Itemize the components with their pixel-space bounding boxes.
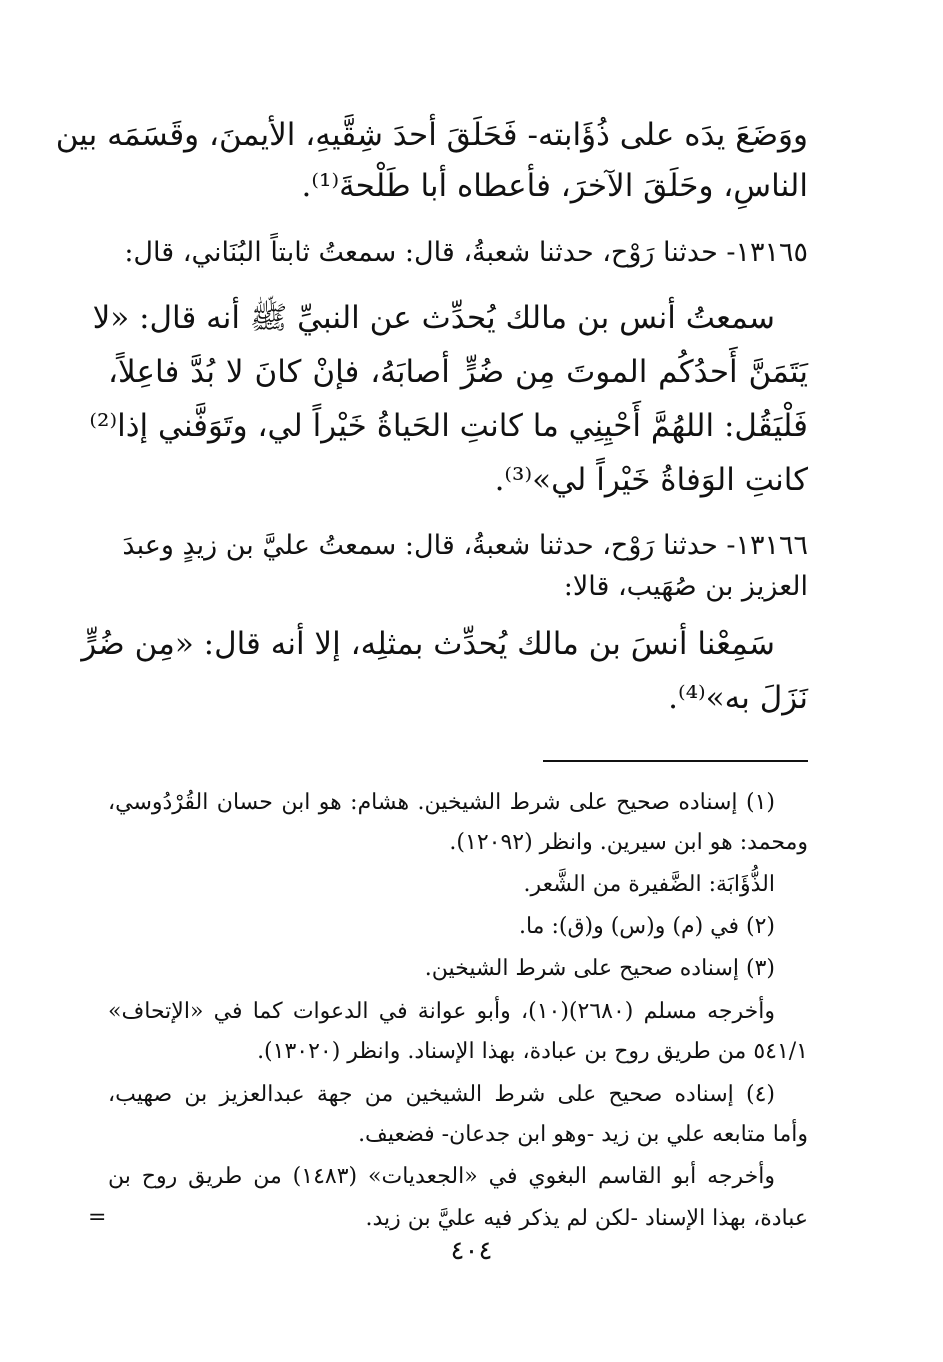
footnote-line: (٢) في (م) و(س) و(ق): ما. [518, 914, 775, 939]
footnote-separator [543, 760, 808, 762]
footnote-line: ومحمد: هو ابن سيرين. وانظر (١٢٠٩٢). [449, 830, 808, 855]
continuation-mark: = [88, 1205, 107, 1230]
main-text-line: ووَضَعَ يدَه على ذُؤَابته- فَحَلَقَ أحدَ شِقَّيهِ، الأيمنَ، وقَسَمَه بين [55, 117, 808, 153]
footnote-line: عبادة، بهذا الإسناد -لكن لم يذكر فيه عليَّ بن زيد. [365, 1206, 808, 1231]
footnote-line: وأخرجه أبو القاسم البغوي في «الجعديات» (١٤٨٣) من طريق روح بن [108, 1164, 776, 1189]
footnote-line: (٤) إسناده صحيح على شرط الشيخين من جهة عبدالعزيز بن صهيب، [108, 1082, 775, 1107]
footnote-line: (١) إسناده صحيح على شرط الشيخين. هشام: هو ابن حسان القُرْدُوسي، [108, 790, 775, 815]
main-text-line: يَتَمَنَّ أَحدُكُم الموتَ مِن ضُرٍّ أصابَهُ، فإنْ كانَ لا بُدَّ فاعِلاً، [108, 354, 808, 390]
hadith-header-13165: ١٣١٦٥- حدثنا رَوْح، حدثنا شعبةُ، قال: سمعتُ ثابتاً البُنَاني، قال: [124, 237, 808, 268]
main-text-line: نَزَلَ به»⁽⁴⁾. [668, 680, 808, 716]
footnote-line: وأما متابعه علي بن زيد -وهو ابن جدعان- فضعيف. [358, 1122, 808, 1147]
footnote-line: ٥٤١/١ من طريق روح بن عبادة، بهذا الإسناد. وانظر (١٣٠٢٠). [257, 1039, 808, 1064]
hadith-header-line: العزيز بن صُهَيب، قالا: [563, 571, 808, 602]
main-text-line: سمعتُ أنس بن مالك يُحدِّث عن النبيِّ ﷺ أنه قال: «لا [92, 300, 775, 336]
main-text-line: سَمِعْنا أنسَ بن مالك يُحدِّث بمثلِه، إلا أنه قال: «مِن ضُرٍّ [81, 626, 775, 662]
footnote-line: الذُّؤَابَة: الضَّفيرة من الشَّعر. [523, 872, 775, 897]
footnote-line: (٣) إسناده صحيح على شرط الشيخين. [424, 956, 775, 981]
main-text-line: كانتِ الوَفاةُ خَيْراً لي»⁽³⁾. [494, 462, 808, 498]
page-number: ٤٠٤ [450, 1236, 493, 1266]
hadith-header-13166: ١٣١٦٦- حدثنا رَوْح، حدثنا شعبةُ، قال: سمعتُ عليَّ بن زيدٍ وعبدَ [122, 530, 808, 561]
footnote-line: وأخرجه مسلم (٢٦٨٠)(١٠)، وأبو عوانة في الدعوات كما في «الإتحاف» [108, 999, 775, 1024]
main-text-line: الناسِ، وحَلَقَ الآخرَ، فأعطاه أبا طَلْحةَ⁽¹⁾. [301, 168, 808, 204]
main-text-line: فَلْيَقُل: اللهُمَّ أَحْيِنِي ما كانتِ الحَياةُ خَيْراً لي، وتَوَفَّني إذا⁽²⁾ [89, 408, 808, 444]
